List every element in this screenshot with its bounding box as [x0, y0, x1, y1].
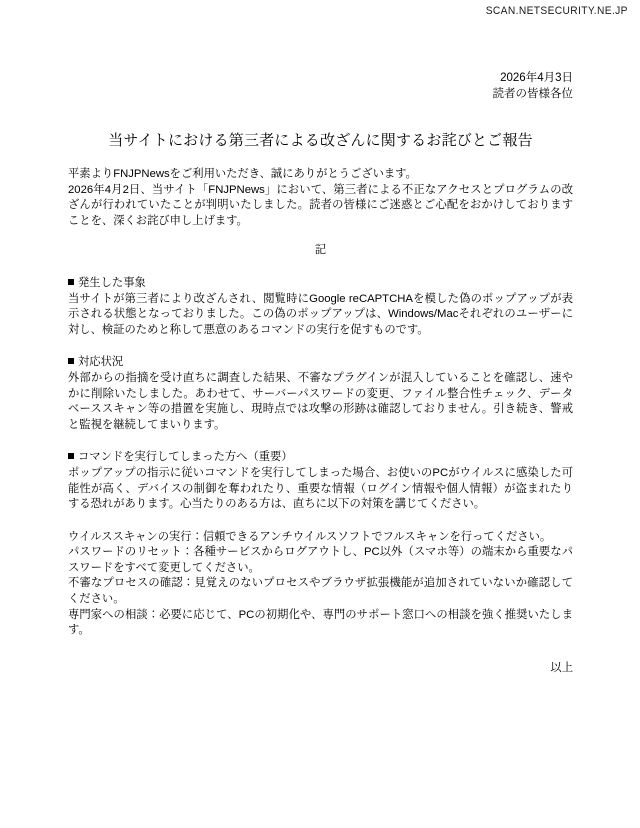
intro-paragraph-1: 平素よりFNJPNewsをご利用いただき、誠にありがとうございます。	[68, 168, 417, 180]
document-header-meta	[68, 70, 573, 102]
measure-item: ウイルススキャンの実行：信頼できるアンチウイルスソフトでフルスキャンを行ってください。	[68, 530, 552, 543]
site-watermark: SCAN.NETSECURITY.NE.JP	[485, 5, 628, 17]
section-response-heading-label: 対応状況	[78, 356, 124, 369]
issue-date: 2026年4月3日	[500, 72, 573, 84]
section-response-heading	[68, 355, 573, 371]
section-incident-body: 当サイトが第三者により改ざんされ、閲覧時にGoogle reCAPTCHAを模した偽のポップアップが表示される状態となっておりました。この偽のポップアップは、Windows/Macそれぞれのユーザーに対し、検証のためと称して悪意のあるコマンドの実行を促すものです。	[68, 292, 573, 336]
recommended-measures-list	[68, 530, 573, 639]
section-affected-users	[68, 450, 573, 512]
section-affected-users-body: ポップアップの指示に従いコマンドを実行してしまった場合、お使いのPCがウイルスに感染した可能性が高く、デバイスの制御を奪われたり、重要な情報（ログイン情報や個人情報）が盗まれたりする恐れがあります。心当たりのある方は、直ちに以下の対策を講じてください。	[68, 466, 573, 511]
measure-item: 専門家への相談：必要に応じて、PCの初期化や、専門のサポート窓口への相談を強く推奨いたします。	[68, 608, 573, 637]
record-mark: 記	[314, 244, 327, 257]
measure-item: パスワードのリセット：各種サービスからログアウトし、PC以外（スマホ等）の端末から重要なパスワードをすべて変更してください。	[68, 546, 573, 574]
document-page	[68, 0, 573, 676]
section-affected-users-heading	[68, 450, 573, 466]
closing-mark: 以上	[550, 661, 573, 674]
page-title: 当サイトにおける第三者による改ざんに関するお詫びとご報告	[108, 132, 533, 149]
square-bullet-icon	[68, 453, 74, 459]
section-response-body: 外部からの指摘を受け直ちに調査した結果、不審なプラグインが混入していることを確認し、速やかに削除いたしました。あわせて、サーバーパスワードの変更、ファイル整合性チェック、データベーススキャン等の措置を実施し、現時点では攻撃の形跡は確認しておりません。引き続き、警戒と監視を継続してまいります。	[68, 371, 573, 431]
square-bullet-icon	[68, 279, 74, 285]
section-response	[68, 355, 573, 433]
section-incident	[68, 276, 573, 338]
section-affected-users-heading-label: コマンドを実行してしまった方へ（重要）	[78, 451, 293, 464]
measure-item: 不審なプロセスの確認：見覚えのないプロセスやブラウザ拡張機能が追加されていないか確認してください。	[68, 577, 573, 606]
section-incident-heading-label: 発生した事象	[78, 276, 146, 289]
addressee: 読者の皆様各位	[492, 88, 573, 100]
square-bullet-icon	[68, 358, 74, 364]
intro-paragraph-2: 2026年4月2日、当サイト「FNJPNews」において、第三者による不正なアクセスとプログラムの改ざんが行われていたことが判明いたしました。読者の皆様にご迷惑とご心配をおかけしておりますことを、深くお詫び申し上げます。	[68, 183, 573, 227]
section-incident-heading	[68, 276, 573, 292]
